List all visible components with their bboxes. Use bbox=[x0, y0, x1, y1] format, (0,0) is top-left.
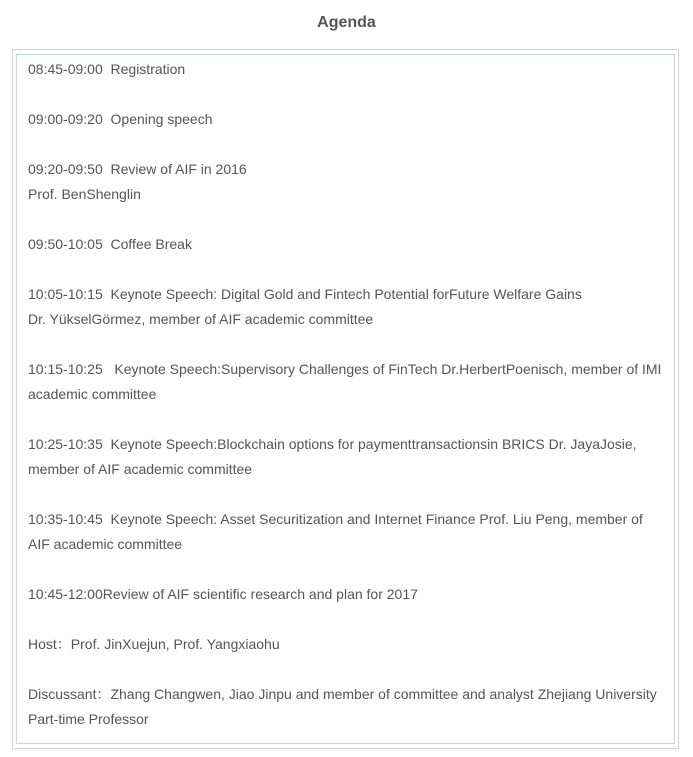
agenda-time: 08:45-09:00 bbox=[28, 61, 103, 77]
agenda-text: Discussant：Zhang Changwen, Jiao Jinpu and member of committee and analyst Zhejiang University Part-time Professor bbox=[28, 686, 657, 727]
agenda-time: 09:20-09:50 bbox=[28, 161, 103, 177]
agenda-item-registration bbox=[28, 57, 663, 82]
agenda-item-review-research bbox=[28, 582, 663, 607]
agenda-time: 09:00-09:20 bbox=[28, 111, 103, 127]
agenda-item-review-2016 bbox=[28, 157, 663, 207]
agenda-item-coffee-break bbox=[28, 232, 663, 257]
agenda-text: Review of AIF in 2016 bbox=[110, 161, 247, 177]
agenda-text: Registration bbox=[110, 61, 186, 77]
agenda-item-keynote-blockchain bbox=[28, 432, 663, 482]
agenda-item-opening bbox=[28, 107, 663, 132]
agenda-time: 10:35-10:45 bbox=[28, 511, 103, 527]
agenda-item-keynote-securitization bbox=[28, 507, 663, 557]
agenda-time: 10:45-12:00 bbox=[28, 586, 103, 602]
agenda-text: Opening speech bbox=[110, 111, 213, 127]
agenda-time: 10:15-10:25 bbox=[28, 361, 103, 377]
agenda-text: Keynote Speech:Supervisory Challenges of FinTech Dr.HerbertPoenisch, member of IMI academic committee bbox=[28, 361, 662, 402]
agenda-text: Review of AIF scientific research and plan for 2017 bbox=[102, 586, 418, 602]
agenda-time: 09:50-10:05 bbox=[28, 236, 103, 252]
agenda-text: Coffee Break bbox=[110, 236, 192, 252]
agenda-time: 10:25-10:35 bbox=[28, 436, 103, 452]
agenda-speaker: Dr. YükselGörmez, member of AIF academic committee bbox=[28, 311, 374, 327]
agenda-item-discussant bbox=[28, 682, 663, 732]
page-title: Agenda bbox=[317, 14, 376, 31]
agenda-item-host bbox=[28, 632, 663, 657]
agenda-text: Keynote Speech:Blockchain options for paymenttransactionsin BRICS Dr. JayaJosie, member of AIF academic committee bbox=[28, 436, 637, 477]
agenda-list bbox=[28, 57, 663, 757]
agenda-time: 10:05-10:15 bbox=[28, 286, 103, 302]
agenda-text: Keynote Speech: Asset Securitization and Internet Finance Prof. Liu Peng, member of AIF academic committee bbox=[28, 511, 643, 552]
agenda-speaker: Prof. BenShenglin bbox=[28, 186, 141, 202]
agenda-item-keynote-supervisory bbox=[28, 357, 663, 407]
agenda-text: Keynote Speech: Digital Gold and Fintech Potential forFuture Welfare Gains bbox=[110, 286, 582, 302]
agenda-item-keynote-digital-gold bbox=[28, 282, 663, 332]
agenda-text: Host：Prof. JinXuejun, Prof. Yangxiaohu bbox=[28, 636, 280, 652]
